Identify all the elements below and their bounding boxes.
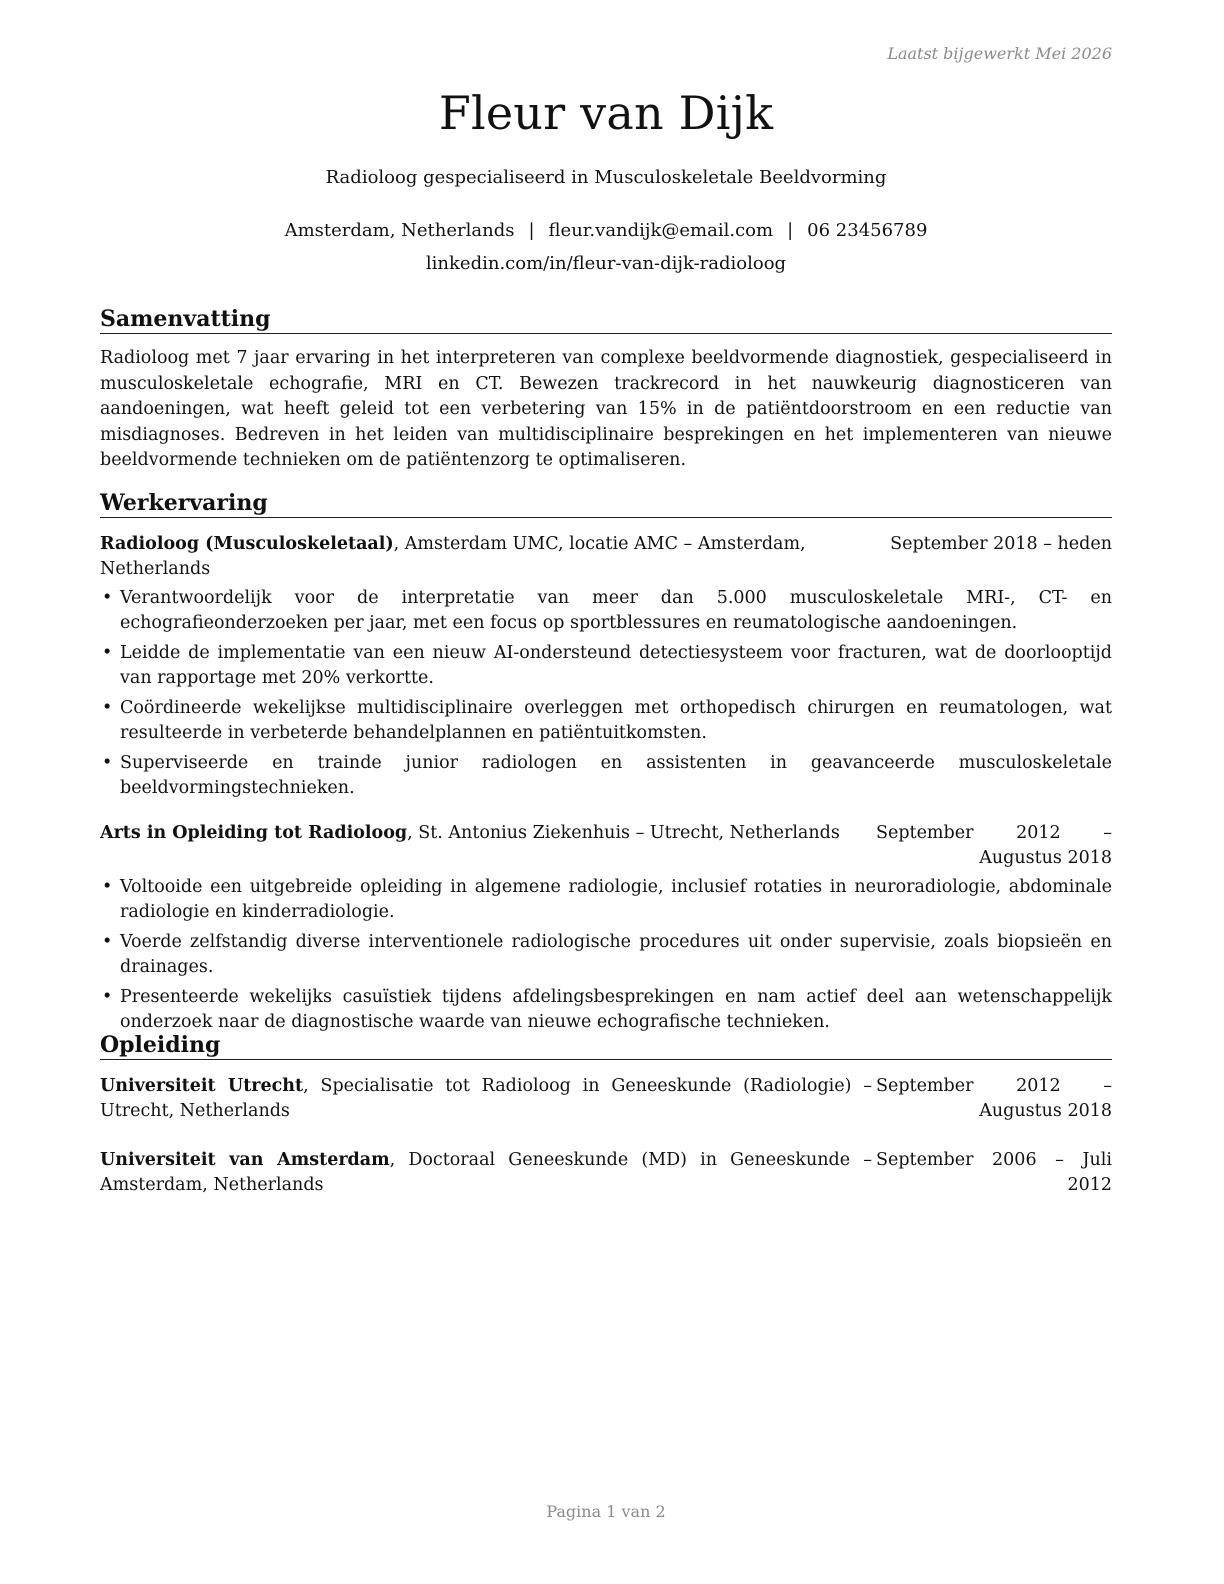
summary-text: Radioloog met 7 jaar ervaring in het interpreteren van complexe beeldvormende diagnostiek, gespecialiseerd in musculoskeletale echografie, MRI en CT. Bewezen trackrecord in het nauwkeurig diagnosticeren van aandoeningen, wat heeft geleid tot een verbetering van 15% in de patiëntdoorstroom en een reductie van misdiagnoses. Bedreven in het leiden van multidisciplinaire besprekingen en het implementeren van nieuwe beeldvormende technieken om de patiëntenzorg te optimaliseren. [100,348,1112,470]
education-dates: September 2012 – Augustus 2018 [876,1076,1112,1121]
summary-section [100,306,1112,474]
bullet-item: • Voerde zelfstandig diverse interventionele radiologische procedures uit onder supervisie, zoals biopsieën en drainages. [100,930,1112,980]
education-entry [100,1074,1112,1124]
job-role: Arts in Opleiding tot Radioloog [100,823,408,843]
job-dates: September 2012 – Augustus 2018 [876,823,1112,868]
contact-linkedin[interactable]: linkedin.com/in/fleur-van-dijk-radioloog [425,253,787,274]
bullet-item: • Presenteerde wekelijks casuïstiek tijdens afdelingsbesprekingen en nam actief deel aan wetenschappelijk onderzoek naar de diagnostische waarde van nieuwe echografische technieken. [100,985,1112,1035]
bullet-item: • Superviseerde en trainde junior radiologen en assistenten in geavanceerde musculoskeletale beeldvormingstechnieken. [100,751,1112,801]
resume-page [100,0,1112,1584]
education-school: Universiteit Utrecht [100,1076,304,1096]
person-name: Fleur van Dijk [438,86,774,140]
page-number: Pagina 1 van 2 [546,1502,666,1521]
section-title: Opleiding [100,1032,1112,1060]
contact-separator: | [787,220,794,241]
bullet-item: • Voltooide een uitgebreide opleiding in algemene radiologie, inclusief rotaties in neuroradiologie, abdominale radiologie en kinderradiologie. [100,875,1112,925]
bullet-item: • Verantwoordelijk voor de interpretatie van meer dan 5.000 musculoskeletale MRI-, CT- en echografieonderzoeken per jaar, met een focus op sportblessures en reumatologische aandoeningen. [100,586,1112,636]
job-header [100,821,1112,871]
experience-section [100,490,1112,1040]
bullet-item: • Leidde de implementatie van een nieuw AI-ondersteund detectiesysteem voor fracturen, wat de doorlooptijd van rapportage met 20% verkortte. [100,641,1112,691]
job-entry [100,821,1112,1035]
job-organization: , Amsterdam UMC, locatie AMC – Amsterdam, Netherlands [100,534,806,579]
job-bullets [100,586,1112,801]
last-updated: Laatst bijgewerkt Mei 2026 [887,44,1112,63]
education-entry [100,1148,1112,1198]
section-title: Samenvatting [100,306,1112,334]
job-entry [100,532,1112,801]
job-dates: September 2018 – heden [890,534,1112,554]
education-detail: , Specialisatie tot Radioloog in Geneeskunde (Radiologie) – Utrecht, Netherlands [100,1076,872,1121]
bullet-item: • Coördineerde wekelijkse multidisciplinaire overleggen met orthopedisch chirurgen en reumatologen, wat resulteerde in verbeterde behandelplannen en patiëntuitkomsten. [100,696,1112,746]
education-dates: September 2006 – Juli 2012 [876,1150,1112,1195]
contact-email[interactable]: fleur.vandijk@email.com [548,220,774,241]
education-detail: , Doctoraal Geneeskunde (MD) in Geneeskunde – Amsterdam, Netherlands [100,1150,872,1195]
job-bullets [100,875,1112,1035]
job-header [100,532,1112,582]
contact-separator: | [528,220,535,241]
job-role: Radioloog (Musculoskeletaal) [100,534,394,554]
education-school: Universiteit van Amsterdam [100,1150,390,1170]
contact-line [100,220,1112,241]
job-organization: , St. Antonius Ziekenhuis – Utrecht, Netherlands [407,823,840,843]
headline: Radioloog gespecialiseerd in Musculoskeletale Beeldvorming [325,167,887,188]
section-title: Werkervaring [100,490,1112,518]
contact-phone: 06 23456789 [807,220,928,241]
contact-location: Amsterdam, Netherlands [284,220,515,241]
education-section [100,1032,1112,1198]
